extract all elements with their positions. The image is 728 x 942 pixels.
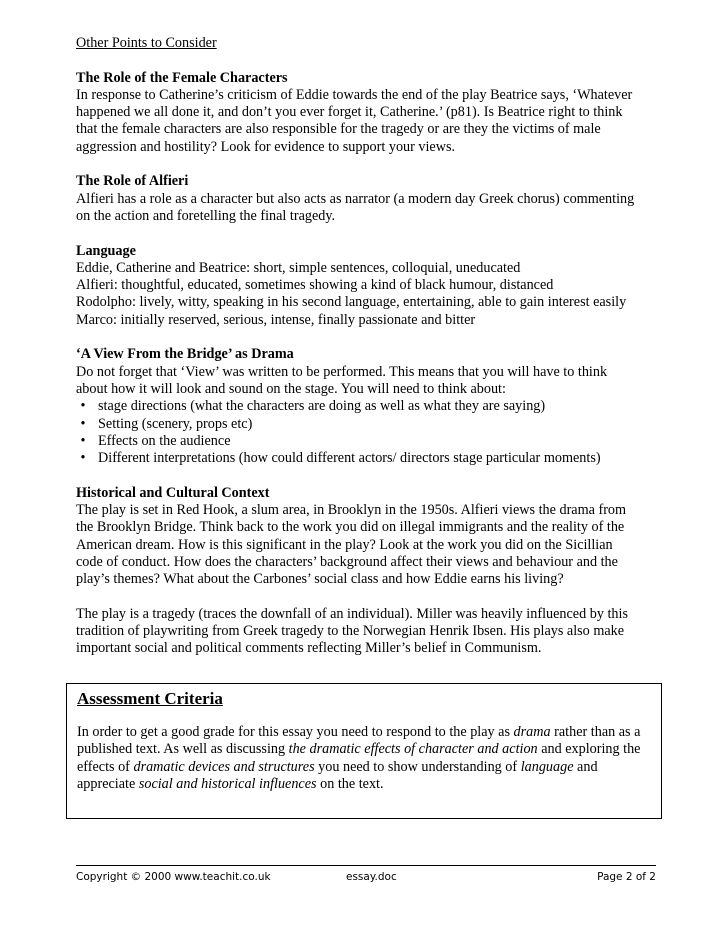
assessment-line: effects of dramatic devices and structures you need to show understanding of language and [77,758,598,775]
bullet-icon: • [80,450,86,467]
body-line: the Brooklyn Bridge. Think back to the work you did on illegal immigrants and the reality of the [76,519,625,536]
assessment-line: appreciate social and historical influences on the text. [77,776,384,792]
footer-filename: essay.doc [346,871,397,883]
list-item-text: stage directions (what the characters are doing as well as what they are saying) [98,398,546,415]
footer-divider [76,865,656,866]
list-item-text: Different interpretations (how could different actors/ directors stage particular moments) [98,450,601,467]
top-heading: Other Points to Consider [76,35,217,51]
body-line: important social and political comments reflecting Miller’s belief in Communism. [76,640,542,657]
section-title-female: The Role of the Female Characters [76,69,288,86]
body-line: The play is set in Red Hook, a slum area, in Brooklyn in the 1950s. Alfieri views the drama from [76,502,627,519]
list-item [76,416,676,433]
body-line: tradition of playwriting from Greek tragedy to the Norwegian Henrik Ibsen. His plays also make [76,623,625,640]
footer-copyright: Copyright © 2000 www.teachit.co.uk [76,871,271,883]
body-line: on the action and foretelling the final tragedy. [76,207,336,224]
body-line: Alfieri has a role as a character but also acts as narrator (a modern day Greek chorus) commenting [76,190,635,207]
bullet-icon: • [80,432,86,449]
body-line: Marco: initially reserved, serious, intense, finally passionate and bitter [76,311,476,328]
assessment-criteria-box [66,683,662,819]
body-line: The play is a tragedy (traces the downfall of an individual). Miller was heavily influenced by this [76,605,628,622]
list-item-text: Effects on the audience [98,432,231,449]
body-line: Alfieri: thoughtful, educated, sometimes showing a kind of black humour, distanced [76,277,554,294]
list-item [76,433,676,450]
body-line: that the female characters are also responsible for the tragedy or are they the victims of male [76,121,601,138]
section-title-alfieri: The Role of Alfieri [76,173,189,190]
body-line: play’s themes? What about the Carbones’ social class and how Eddie earns his living? [76,571,564,588]
document-body [76,35,676,658]
body-line: about how it will look and sound on the stage. You will need to think about: [76,380,506,397]
section-title-language: Language [76,242,136,259]
body-line: In response to Catherine’s criticism of Eddie towards the end of the play Beatrice says, ‘Whatever [76,86,633,103]
body-line: code of conduct. How does the characters’ background affect their views and behaviour and the [76,553,618,570]
assessment-title: Assessment Criteria [77,689,223,708]
list-item [76,450,676,467]
body-line: happened we all done it, and don’t you ever forget it, Catherine.’ (p81). Is Beatrice right to think [76,104,623,121]
assessment-content [77,690,657,794]
body-line: aggression and hostility? Look for evidence to support your views. [76,138,456,155]
footer-page-number: Page 2 of 2 [597,871,656,883]
assessment-line: published text. As well as discussing the dramatic effects of character and action and exploring the [77,741,641,757]
list-item-text: Setting (scenery, props etc) [98,415,253,432]
bullet-icon: • [80,415,86,432]
assessment-line: In order to get a good grade for this essay you need to respond to the play as drama rather than as a [77,723,641,740]
body-line: Do not forget that ‘View’ was written to be performed. This means that you will have to think [76,363,608,380]
section-title-context: Historical and Cultural Context [76,484,270,501]
body-line: Rodolpho: lively, witty, speaking in his second language, entertaining, able to gain interest easily [76,294,627,311]
section-title-drama: ‘A View From the Bridge’ as Drama [76,346,294,363]
bullet-icon: • [80,398,86,415]
body-line: American dream. How is this significant in the play? Look at the work you did on the Sicillian [76,536,613,553]
page-footer [76,871,656,887]
list-item [76,398,676,415]
body-line: Eddie, Catherine and Beatrice: short, simple sentences, colloquial, uneducated [76,259,521,276]
drama-bullet-list [76,398,676,467]
